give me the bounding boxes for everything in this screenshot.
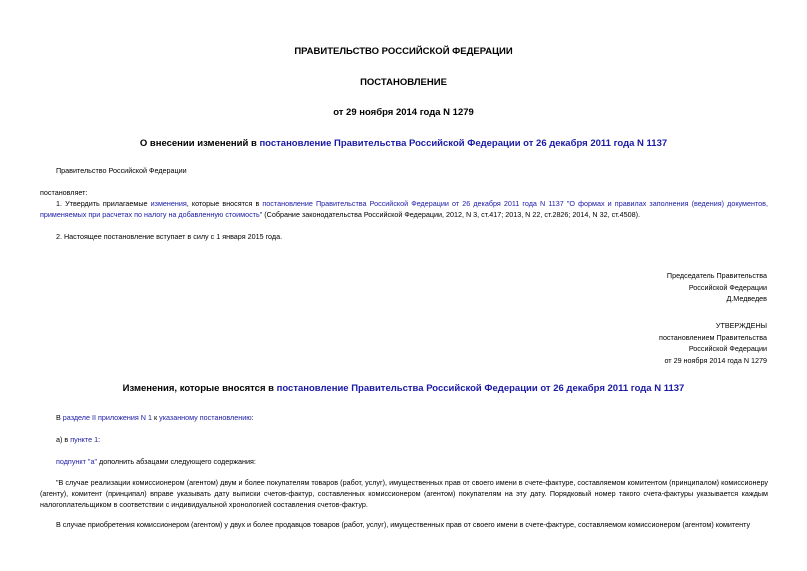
item2-text-b: : [98, 435, 101, 444]
signature-line-1: Председатель Правительства [666, 271, 767, 280]
resolution-title [0, 138, 807, 149]
approved-line-4: от 29 ноября 2014 года N 1279 [664, 355, 767, 365]
approved-block [659, 320, 767, 366]
item1-text-b: к [151, 413, 160, 422]
changes-item-2 [56, 434, 100, 445]
p1-link-changes[interactable]: изменения [150, 199, 187, 208]
item2-text-a: а) в [56, 435, 71, 444]
item1-link-section[interactable]: разделе II приложения N 1 [62, 413, 152, 422]
quote-paragraph-2: В случае приобретения комиссионером (агентом) у двух и более продавцов товаров (работ, услуг), имущественных прав от своего имени в счете-фактуре, составляемом комиссионером (агентом) комитенту [56, 520, 751, 529]
paragraph-1 [40, 198, 768, 220]
signature-block [667, 270, 767, 305]
p1-text-c: (Собрание законодательства Российской Федерации, 2012, N 3, ст.417; 2013, N 22, ст.2826; 2014, N 32, ст.4508). [262, 210, 641, 219]
item2-link-point[interactable]: пункте 1 [70, 435, 99, 444]
changes-title-link[interactable]: постановление Правительства Российской Федерации от 26 декабря 2011 года N 1137 [276, 383, 685, 394]
resolves-line: постановляет: [40, 188, 88, 197]
government-line: Правительство Российской Федерации [56, 166, 187, 175]
date-number-heading: от 29 ноября 2014 года N 1279 [333, 107, 474, 118]
changes-item-1 [56, 412, 254, 423]
approved-line-3: Российской Федерации [688, 344, 767, 353]
item1-text-c: : [251, 413, 254, 422]
item3-text-b: дополнить абзацами следующего содержания: [97, 457, 256, 466]
approved-line-2: постановлением Правительства [659, 332, 767, 342]
p1-link-resolution[interactable]: постановление Правительства Российской Федерации от 26 декабря 2011 года N 1137 "О формах и правилах заполнения (ведения) документов, применяемых при расчетах по налогу на добавленную стоимость" [40, 199, 768, 219]
p1-text-b: , которые вносятся в [186, 199, 263, 208]
resolution-title-prefix: О внесении изменений в [139, 138, 260, 149]
resolution-title-link[interactable]: постановление Правительства Российской Федерации от 26 декабря 2011 года N 1137 [259, 138, 668, 149]
item3-link-subpoint[interactable]: подпункт "а" [56, 457, 97, 466]
approved-line-1: УТВЕРЖДЕНЫ [715, 321, 767, 330]
p1-text-a: 1. Утвердить прилагаемые [56, 199, 151, 208]
signature-line-2: Российской Федерации [688, 282, 767, 292]
changes-title-prefix: Изменения, которые вносятся в [122, 383, 277, 394]
changes-item-3 [56, 456, 256, 467]
paragraph-2: 2. Настоящее постановление вступает в силу с 1 января 2015 года. [56, 232, 283, 241]
changes-title [0, 383, 807, 394]
doc-type-heading: ПОСТАНОВЛЕНИЕ [360, 77, 447, 88]
signature-name: Д.Медведев [726, 294, 767, 303]
quote-paragraph-1: "В случае реализации комиссионером (агентом) двум и более покупателям товаров (работ, услуг), имущественных прав от своего имени в счете-фактуре, составляемом комитентом (принципалом) комиссионеру (агенту), комитент (принципал) вправе указывать дату выписки счетов-фактур, составленных комиссионером (агентом) покупателям на эту дату. Порядковый номер такого счета-фактуры указывается каждым налогоплательщиком в соответствии с индивидуальной хронологией составления счетов-фактур. [40, 478, 768, 509]
government-heading: ПРАВИТЕЛЬСТВО РОССИЙСКОЙ ФЕДЕРАЦИИ [294, 46, 513, 57]
item1-link-resolution[interactable]: указанному постановлению [159, 413, 252, 422]
item1-text-a: В [56, 413, 63, 422]
